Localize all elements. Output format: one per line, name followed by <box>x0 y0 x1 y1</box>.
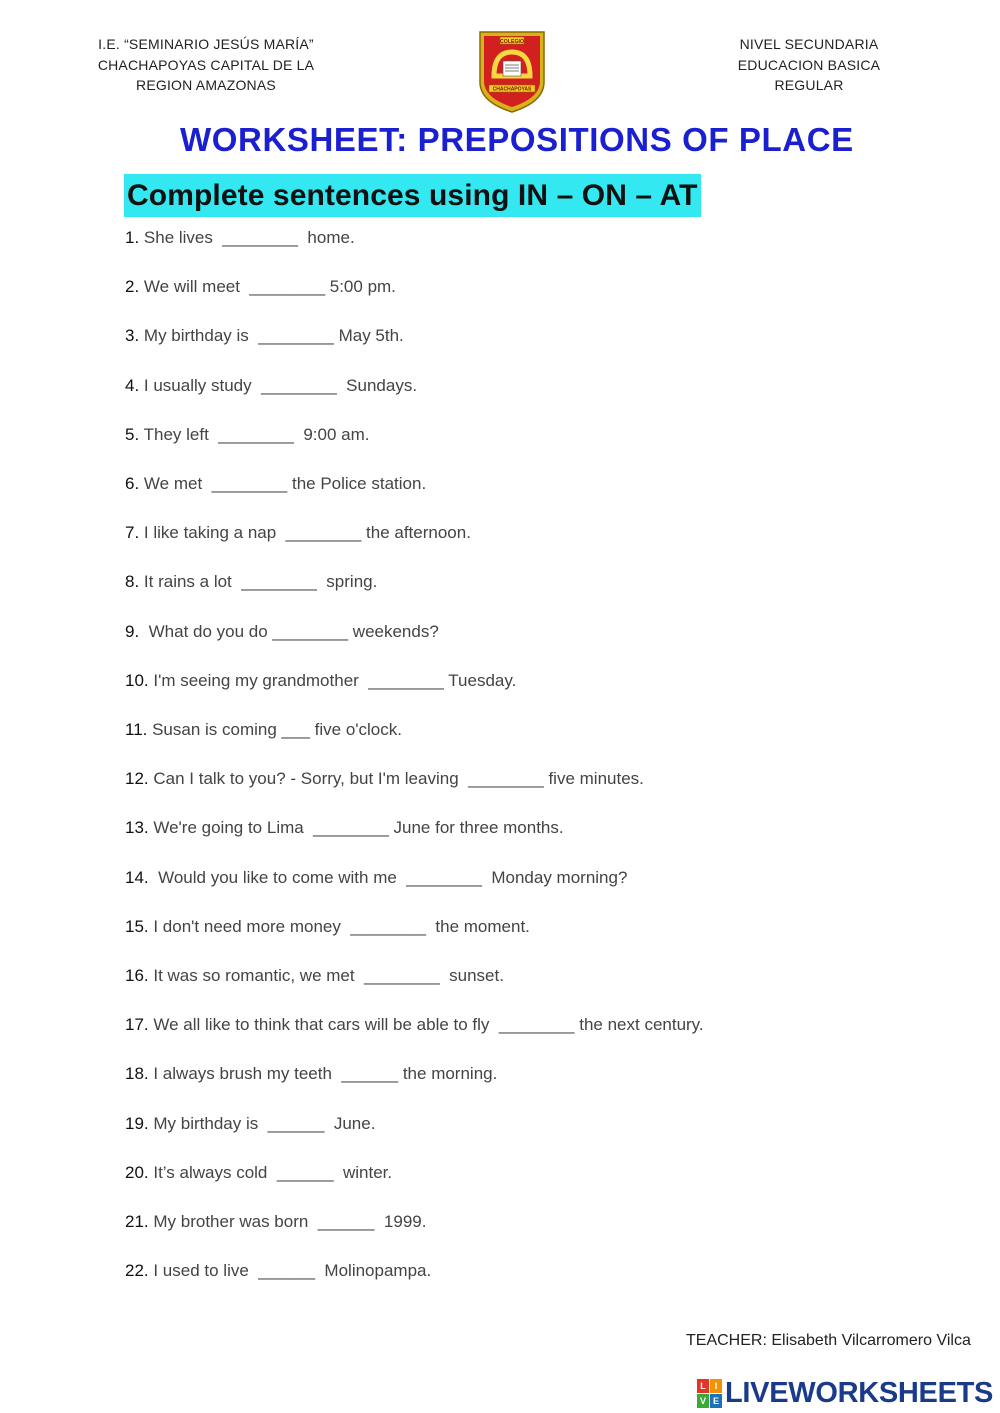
question-text: My birthday is ______ June. <box>148 1114 376 1133</box>
question-number: 21. <box>125 1212 149 1231</box>
question-item <box>125 817 564 839</box>
liveworksheets-watermark <box>697 1378 993 1408</box>
school-crest-icon <box>476 30 548 114</box>
header-right-line-3: REGULAR <box>774 77 844 93</box>
question-number: 12. <box>125 769 149 788</box>
header-left-line-3: REGION AMAZONAS <box>136 77 276 93</box>
question-item <box>125 1113 375 1135</box>
question-number: 17. <box>125 1015 149 1034</box>
question-number: 22. <box>125 1261 149 1280</box>
question-item <box>125 1260 431 1282</box>
question-number: 13. <box>125 818 149 837</box>
question-number: 1. <box>125 228 140 247</box>
question-text: I'm seeing my grandmother ________ Tuesday. <box>148 671 517 690</box>
question-number: 19. <box>125 1114 149 1133</box>
question-text: I used to live ______ Molinopampa. <box>148 1261 432 1280</box>
question-text: We will meet ________ 5:00 pm. <box>139 277 396 296</box>
header-left-line-1: I.E. “SEMINARIO JESÚS MARÍA” <box>98 36 314 52</box>
question-number: 2. <box>125 277 140 296</box>
question-text: We're going to Lima ________ June for three months. <box>148 818 564 837</box>
header-left-line-2: CHACHAPOYAS CAPITAL DE LA <box>97 56 315 73</box>
question-item <box>125 670 516 692</box>
question-text: It was so romantic, we met ________ sunset. <box>148 966 504 985</box>
question-item <box>125 768 644 790</box>
question-item <box>125 375 417 397</box>
watermark-letter: L <box>697 1379 709 1393</box>
question-text: She lives ________ home. <box>139 228 355 247</box>
question-item <box>125 522 471 544</box>
question-item <box>125 276 396 298</box>
logo-bottom-text: CHACHAPOYAS <box>492 86 532 93</box>
watermark-text: LIVEWORKSHEETS <box>725 1376 994 1409</box>
question-text: I usually study ________ Sundays. <box>139 376 418 395</box>
question-number: 5. <box>125 425 140 444</box>
question-item <box>125 325 404 347</box>
question-item <box>125 965 504 987</box>
question-text: Susan is coming ___ five o'clock. <box>147 720 402 739</box>
question-number: 20. <box>125 1163 149 1182</box>
question-text: Would you like to come with me ________ Monday morning? <box>148 868 628 887</box>
question-text: My birthday is ________ May 5th. <box>139 326 404 345</box>
question-item <box>125 719 402 741</box>
question-text: What do you do ________ weekends? <box>139 622 439 641</box>
question-item <box>125 867 627 889</box>
question-item <box>125 227 355 249</box>
question-number: 11. <box>125 720 148 739</box>
question-number: 8. <box>125 572 140 591</box>
question-number: 18. <box>125 1064 149 1083</box>
header-school-info <box>88 34 324 96</box>
question-number: 10. <box>125 671 149 690</box>
question-text: We all like to think that cars will be able to fly ________ the next century. <box>148 1015 704 1034</box>
header-level-info <box>716 34 902 96</box>
question-number: 9. <box>125 622 140 641</box>
question-item <box>125 1063 497 1085</box>
question-text: It’s always cold ______ winter. <box>148 1163 393 1182</box>
question-number: 7. <box>125 523 140 542</box>
instruction-heading: Complete sentences using IN – ON – AT <box>124 174 701 217</box>
question-number: 4. <box>125 376 140 395</box>
question-item <box>125 1211 426 1233</box>
question-number: 6. <box>125 474 140 493</box>
question-text: I like taking a nap ________ the afternoon. <box>139 523 471 542</box>
question-number: 15. <box>125 917 149 936</box>
header-right-line-1: NIVEL SECUNDARIA <box>739 36 879 52</box>
header-right-line-2: EDUCACION BASICA <box>737 56 881 73</box>
question-item <box>125 473 426 495</box>
watermark-letter: E <box>710 1394 722 1408</box>
teacher-name: TEACHER: Elisabeth Vilcarromero Vilca <box>686 1332 971 1349</box>
question-text: They left ________ 9:00 am. <box>139 425 370 444</box>
watermark-letter: I <box>710 1379 722 1393</box>
question-item <box>125 1162 392 1184</box>
question-text: It rains a lot ________ spring. <box>139 572 378 591</box>
question-item <box>125 916 530 938</box>
logo-top-text: COLEGIO <box>500 38 524 45</box>
watermark-logo-icon <box>697 1379 722 1408</box>
question-item <box>125 621 439 643</box>
question-text: I don't need more money ________ the moment. <box>148 917 530 936</box>
question-text: We met ________ the Police station. <box>139 474 427 493</box>
question-text: My brother was born ______ 1999. <box>148 1212 427 1231</box>
question-item <box>125 571 377 593</box>
watermark-letter: V <box>697 1394 709 1408</box>
question-text: Can I talk to you? - Sorry, but I'm leaving ________ five minutes. <box>148 769 644 788</box>
question-number: 16. <box>125 966 149 985</box>
question-item <box>125 1014 704 1036</box>
question-number: 3. <box>125 326 140 345</box>
question-text: I always brush my teeth ______ the morning. <box>148 1064 498 1083</box>
worksheet-title: WORKSHEET: PREPOSITIONS OF PLACE <box>180 121 854 158</box>
question-number: 14. <box>125 868 149 887</box>
question-item <box>125 424 369 446</box>
